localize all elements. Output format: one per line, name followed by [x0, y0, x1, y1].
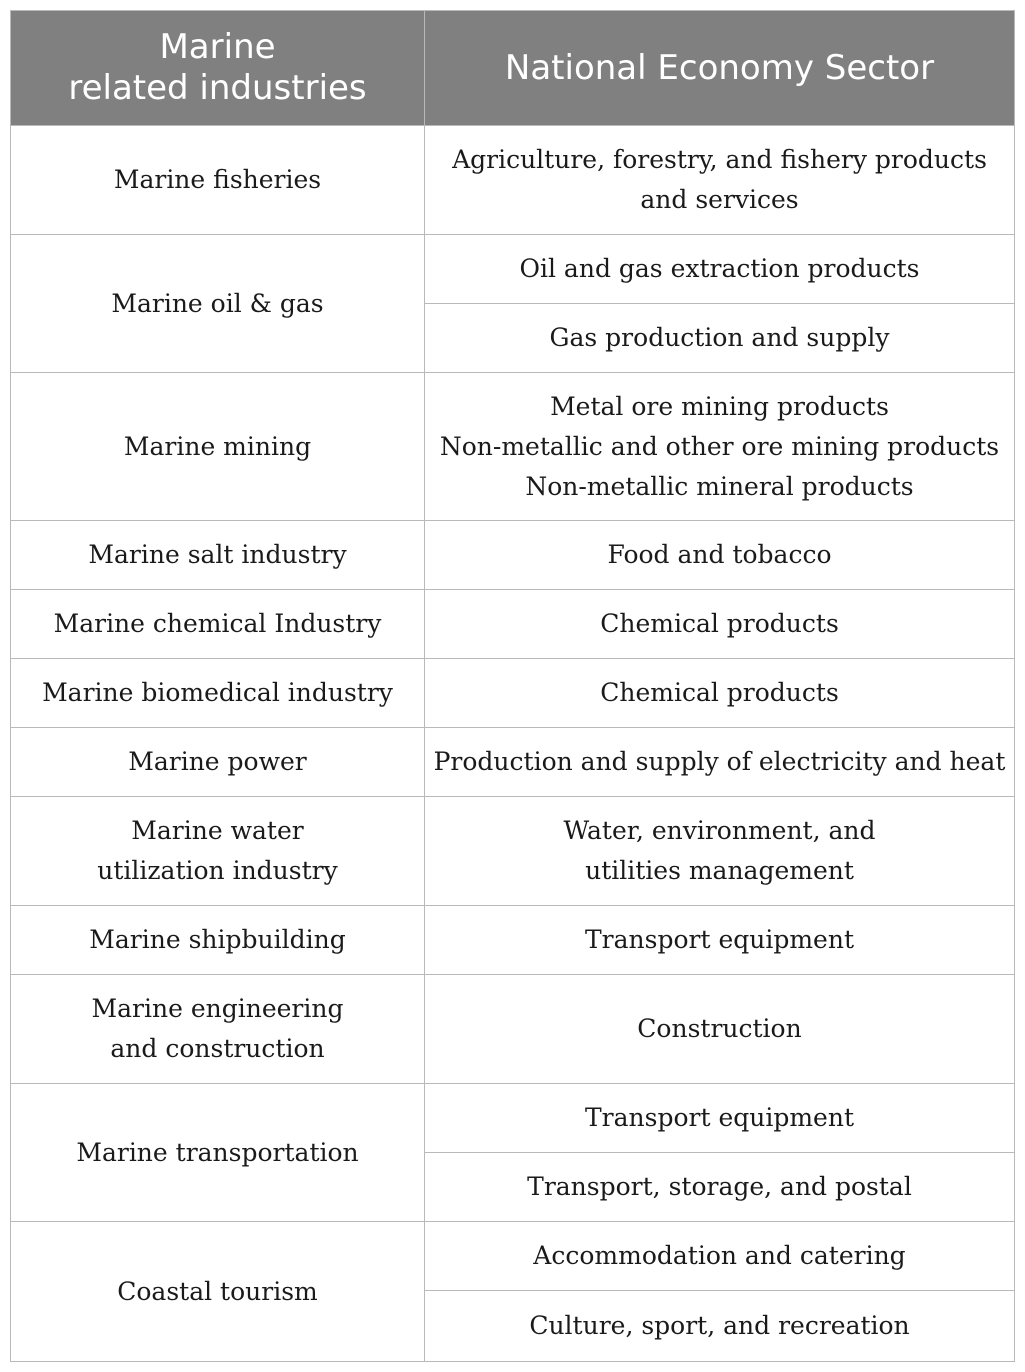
table-row	[11, 906, 1015, 975]
sector-cell: Metal ore mining products Non-metallic and other ore mining products Non-metallic mineral products	[425, 373, 1015, 521]
industry-cell: Marine chemical Industry	[11, 590, 425, 659]
industry-cell: Marine water utilization industry	[11, 797, 425, 906]
industry-cell: Marine shipbuilding	[11, 906, 425, 975]
industry-cell: Marine oil & gas	[11, 235, 425, 373]
industry-cell: Marine transportation	[11, 1084, 425, 1222]
sector-cell: Transport equipment	[425, 906, 1015, 975]
sector-cell: Culture, sport, and recreation	[425, 1291, 1015, 1362]
industry-cell: Marine mining	[11, 373, 425, 521]
sector-cell: Production and supply of electricity and heat	[425, 728, 1015, 797]
table-row	[11, 373, 1015, 521]
sector-cell: Oil and gas extraction products	[425, 235, 1015, 304]
sector-cell: Food and tobacco	[425, 521, 1015, 590]
sector-cell: Gas production and supply	[425, 304, 1015, 373]
industry-cell: Marine fisheries	[11, 126, 425, 235]
header-row	[11, 11, 1015, 126]
table-row	[11, 728, 1015, 797]
industry-cell: Marine engineering and construction	[11, 975, 425, 1084]
table-row	[11, 1222, 1015, 1291]
header-marine-industries: Marine related industries	[11, 11, 425, 126]
industry-cell: Coastal tourism	[11, 1222, 425, 1362]
sector-cell: Transport, storage, and postal	[425, 1153, 1015, 1222]
table-row	[11, 975, 1015, 1084]
header-national-economy-sector: National Economy Sector	[425, 11, 1015, 126]
sector-cell: Construction	[425, 975, 1015, 1084]
sector-cell: Transport equipment	[425, 1084, 1015, 1153]
sector-cell: Accommodation and catering	[425, 1222, 1015, 1291]
industry-cell: Marine power	[11, 728, 425, 797]
table-row	[11, 235, 1015, 304]
industry-sector-table	[10, 10, 1015, 1362]
industry-cell: Marine salt industry	[11, 521, 425, 590]
table-row	[11, 521, 1015, 590]
sector-cell: Chemical products	[425, 590, 1015, 659]
industry-cell: Marine biomedical industry	[11, 659, 425, 728]
sector-cell: Water, environment, and utilities management	[425, 797, 1015, 906]
sector-cell: Agriculture, forestry, and fishery products and services	[425, 126, 1015, 235]
table-row	[11, 659, 1015, 728]
table-row	[11, 126, 1015, 235]
sector-cell: Chemical products	[425, 659, 1015, 728]
table-row	[11, 1084, 1015, 1153]
table-row	[11, 797, 1015, 906]
table-row	[11, 590, 1015, 659]
